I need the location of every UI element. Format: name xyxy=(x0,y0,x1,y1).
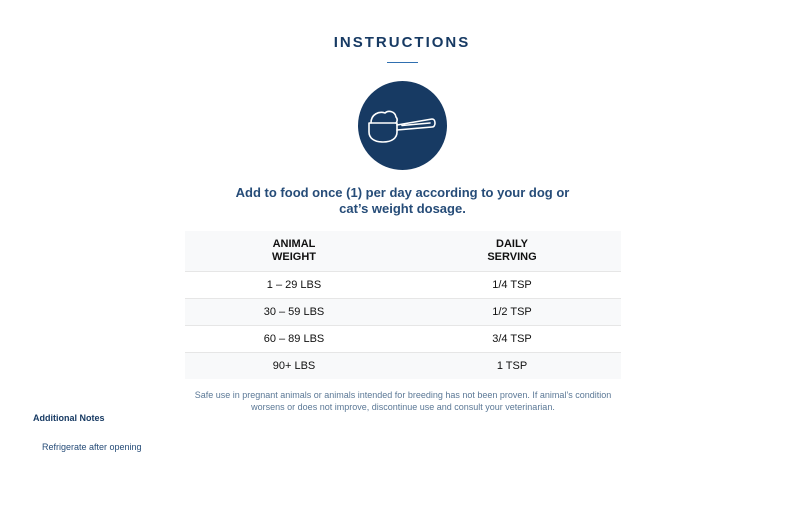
serving-cell: 1/2 TSP xyxy=(403,299,621,326)
daily-serving-header: DAILY SERVING xyxy=(403,231,621,272)
table-row xyxy=(185,272,621,299)
weight-cell: 30 – 59 LBS xyxy=(185,299,403,326)
table-header-row xyxy=(185,231,621,272)
table-row xyxy=(185,299,621,326)
weight-cell: 60 – 89 LBS xyxy=(185,326,403,353)
safety-disclaimer: Safe use in pregnant animals or animals intended for breeding has not been proven. If animal’s condition worsens or does not improve, discontinue use and consult your veterinarian. xyxy=(194,390,612,412)
dosage-table xyxy=(185,231,621,379)
measuring-scoop-graphic xyxy=(358,81,447,170)
table-row xyxy=(185,353,621,380)
weight-cell: 90+ LBS xyxy=(185,353,403,380)
title-divider xyxy=(387,62,418,63)
instructions-title: INSTRUCTIONS xyxy=(333,34,471,51)
dosage-intro-text: Add to food once (1) per day according to your dog or cat’s weight dosage. xyxy=(235,185,570,216)
animal-weight-header: ANIMAL WEIGHT xyxy=(185,231,403,272)
additional-notes-heading: Additional Notes xyxy=(33,413,105,423)
serving-cell: 3/4 TSP xyxy=(403,326,621,353)
weight-cell: 1 – 29 LBS xyxy=(185,272,403,299)
table-row xyxy=(185,326,621,353)
measuring-scoop-icon xyxy=(358,81,447,170)
serving-cell: 1 TSP xyxy=(403,353,621,380)
serving-cell: 1/4 TSP xyxy=(403,272,621,299)
additional-note-item: Refrigerate after opening xyxy=(42,442,142,452)
